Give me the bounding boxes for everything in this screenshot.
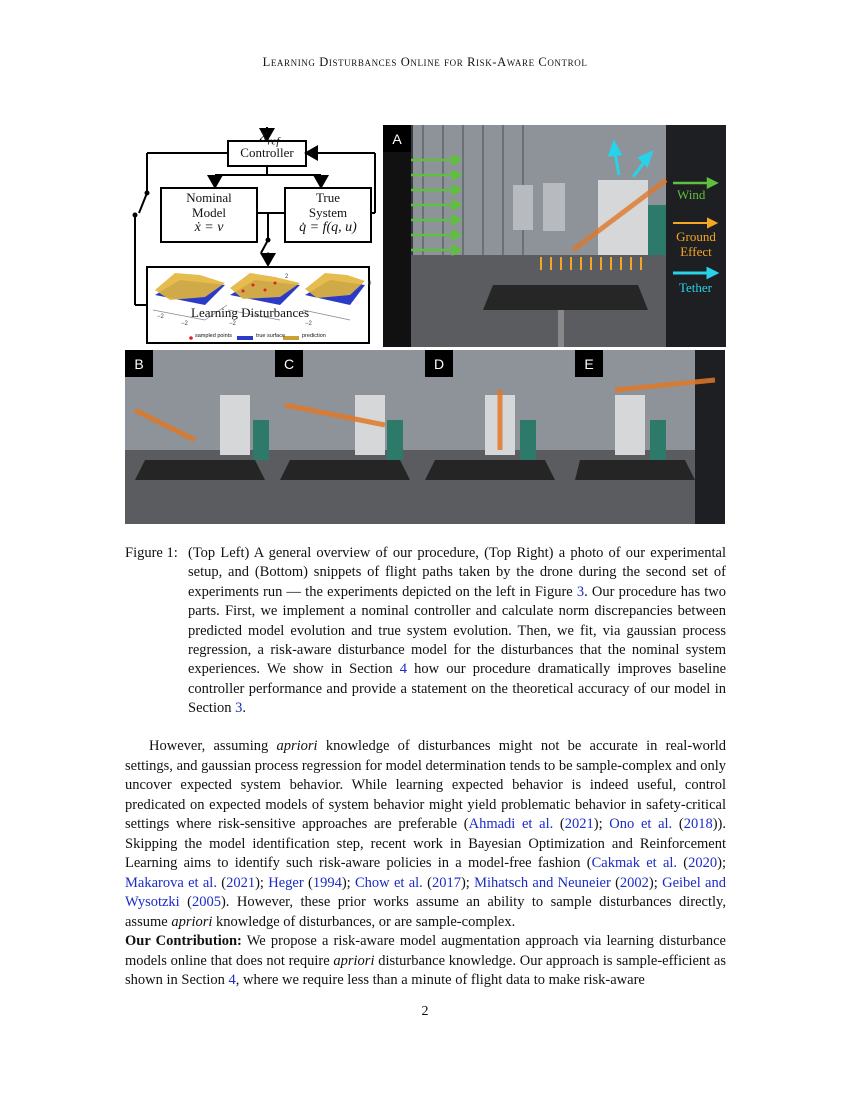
body-text xyxy=(125,737,726,991)
svg-text:−2: −2 xyxy=(229,321,236,327)
true-system-label: True System q̇ = f(q, u) xyxy=(299,190,357,235)
cite-ono-year[interactable]: 2018 xyxy=(683,816,713,832)
cite-ahmadi-year[interactable]: 2021 xyxy=(564,816,594,832)
ref-figure-3[interactable]: 3 xyxy=(576,583,585,600)
paragraph-2: Our Contribution: We propose a risk-aware model augmentation approach via learning disturbance models online that does not require apriori disturbance knowledge. Our approach is sample-efficient as shown in Section 4, where we require less than a minute of flight data to make risk-aware xyxy=(125,933,726,988)
legend-prediction: prediction xyxy=(302,333,326,339)
svg-text:2: 2 xyxy=(285,274,289,280)
panel-label-a: A xyxy=(383,125,411,152)
ground-effect-label: Ground Effect xyxy=(676,229,716,259)
wind-label: Wind xyxy=(677,187,706,202)
ref-section-4[interactable]: 4 xyxy=(399,661,408,678)
cite-ono[interactable]: Ono et al. xyxy=(609,816,673,832)
cite-heger[interactable]: Heger xyxy=(268,874,304,891)
cite-makarova[interactable]: Makarova et al. xyxy=(125,874,217,891)
running-header: Learning Disturbances Online for Risk-Aware Control xyxy=(262,55,588,69)
cite-geibel-year[interactable]: 2005 xyxy=(191,894,221,910)
flight-snippet-c xyxy=(275,350,425,524)
learning-disturbances-label: Learning Disturbances xyxy=(191,305,310,320)
cite-makarova-year[interactable]: 2021 xyxy=(226,874,256,891)
experimental-setup-photo xyxy=(383,125,726,347)
ref-section-4-body[interactable]: 4 xyxy=(228,972,236,988)
ref-section-3[interactable]: 3 xyxy=(235,700,243,717)
svg-text:−2: −2 xyxy=(305,321,312,327)
svg-text:0: 0 xyxy=(368,281,372,287)
svg-text:−2: −2 xyxy=(157,314,164,320)
svg-text:−2: −2 xyxy=(181,321,188,327)
cite-ahmadi[interactable]: Ahmadi et al. xyxy=(468,816,554,832)
nominal-model-label: Nominal Model ẋ = v xyxy=(186,190,232,235)
panel-label-e: E xyxy=(575,350,603,377)
legend-sampled: sampled points xyxy=(195,333,232,339)
controller-label: Controller xyxy=(240,145,294,160)
panel-label-c: C xyxy=(275,350,303,377)
tether-label: Tether xyxy=(679,280,713,295)
cite-geibel[interactable]: Geibel and Wysotzki xyxy=(125,874,726,910)
panel-label-d: D xyxy=(425,350,453,377)
cite-heger-year[interactable]: 1994 xyxy=(312,874,342,891)
paragraph-1: However, assuming apriori knowledge of disturbances might not be accurate in real-world settings, and gaussian process regression for model determination tends to be sample-complex and only uncover expected system behavior. While learning expected behavior is indeed useful, control predicated on expected models of system behavior might yield problematic behavior in safety-critical settings where risk-sensitive approaches are preferable (Ahmadi et al. (2021); Ono et al. (2018)). Skipping the model identification step, recent work in Bayesian Optimization and Reinforcement Learning aims to identify such risk-aware policies in a model-free fashion (Cakmak et al. (2020); Makarova et al. (2021); Heger (1994); Chow et al. (2017); Mihatsch and Neuneier (2002); Geibel and Wysotzki (2005). However, these prior works assume an ability to sample disturbances directly, assume apriori knowledge of disturbances, or are sample-complex. xyxy=(125,738,726,930)
cite-chow[interactable]: Chow et al. xyxy=(355,874,423,891)
contribution-heading: Our Contribution: xyxy=(125,933,242,949)
cite-cakmak[interactable]: Cakmak et al. xyxy=(591,855,678,871)
flight-snippet-b xyxy=(125,350,275,524)
procedure-diagram xyxy=(125,125,380,347)
cite-chow-year[interactable]: 2017 xyxy=(431,874,461,891)
page-number: 2 xyxy=(421,1004,429,1019)
flight-snippet-d xyxy=(425,350,575,524)
flight-snippet-e xyxy=(575,350,725,524)
figure-label: Figure 1: xyxy=(125,545,178,561)
xref-label: $x_{ref}$ xyxy=(260,125,280,148)
cite-mihatsch-year[interactable]: 2002 xyxy=(619,874,649,891)
panel-label-b: B xyxy=(125,350,153,377)
cite-mihatsch[interactable]: Mihatsch and Neuneier xyxy=(474,874,611,891)
figure-caption: Figure 1: (Top Left) A general overview of our procedure, (Top Right) a photo of our experimental setup, and (Bottom) snippets of flight paths taken by the drone during the second set of experiments run — the experiments depicted on the left in Figure 3. Our procedure has two parts. First, we implement a nominal controller and calculate norm discrepancies between predicted model evolution and true system evolution. Then, we fit, via gaussian process regression, a risk-aware disturbance model for the disturbances that the nominal system experiences. We show in Section 4 how our procedure dramatically improves baseline controller performance and provide a statement on the theoretical accuracy of our model in Section 3. xyxy=(125,545,727,717)
cite-cakmak-year[interactable]: 2020 xyxy=(688,855,718,871)
legend-true: true surface xyxy=(256,333,286,339)
